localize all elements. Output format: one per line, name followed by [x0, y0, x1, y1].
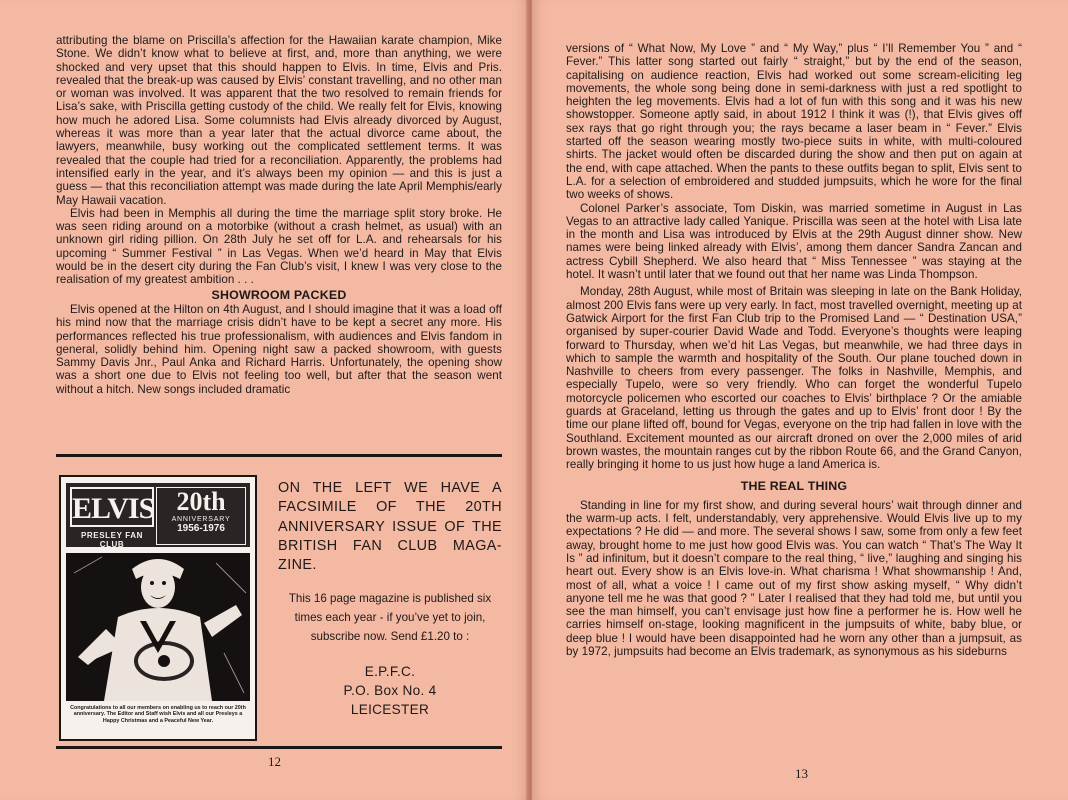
left-article-column [56, 34, 502, 396]
advertisement-body: This 16 page magazine is published six times each year - if you’ve yet to join, subscribe now. Send £1.20 to : [288, 592, 492, 644]
anniversary-number: 20th [176, 487, 226, 516]
cover-masthead [66, 483, 250, 547]
page-number-left: 12 [268, 754, 281, 769]
section-heading-showroom-packed: SHOWROOM PACKED [211, 287, 347, 302]
divider-rule-bottom [56, 746, 502, 749]
left-paragraph-3: Elvis opened at the Hilton on 4th August, and I should imagine that it was a load off his mind now that the marriage crisis didn’t have to be kept a secret any more. His performances reflected his true professionalism, with audiences and Elvis fandom in general, solidly behind him. Opening night saw a packed showroom, with guests Sammy Davis Jnr., Paul Anka and Richard Harris. Unfortunately, the opening show was a short one due to Elvis not feeling too well, but after that the season went without a hitch. New songs included dramatic [56, 302, 502, 396]
cover-club-name: PRESLEY FAN CLUB [80, 531, 144, 549]
right-paragraph-4: Standing in line for my first show, and during several hours’ wait through dinner and the warm-up acts. I felt, understandably, very apprehensive. Would Elvis live up to my expectations ? He did — and more. The several shows I saw, some from only a few feet away, brought home to me just how good Elvis was. You can watch “ That’s The Way It Is ” ad infinitum, but it doesn’t compare to the real thing, “ live,” laughing and singing his heart out. Every show is an Elvis love-in. What charisma ! What showmanship ! And, most of all, what a voice ! I came out of my first show asking myself, “ Why didn’t anyone tell me he was that good ? ” Later I realised that they had told me, but until you see the man himself, you can’t envisage just how fine a performer he is. How well he carries himself on-stage, looking magnificent in the jumpsuits of white, baby blue, or deep blue ! I would have been disappointed had he worn any other than a jumpsuit, as by 1972, jumpsuits had become an Elvis trademark, as synonymous as his sideburns [566, 498, 1022, 659]
anniversary-word: ANNIVERSARY [171, 516, 231, 523]
right-article-column [566, 42, 1022, 658]
fan-club-advertisement [56, 467, 502, 743]
right-paragraph-2: Colonel Parker’s associate, Tom Diskin, was married sometime in August in Las Vegas to an attractive lady called Yanique. Priscilla was seen at the hotel with Lisa late in the month and Lisa was introduced by Elvis at the 29th August dinner show. New names were being linked already with Elvis’, among them dancer Sandra Zancan and actress Cybill Shepherd. We also heard that “ Miss Tennessee ” was staying at the hotel. It wasn’t until later that we found out that her name was Linda Thompson. [566, 201, 1022, 282]
magazine-cover-facsimile [59, 475, 257, 741]
elvis-guitar-photo [66, 553, 250, 701]
address-line-3: LEICESTER [350, 702, 430, 718]
address-line-2: P.O. Box No. 4 [343, 683, 437, 699]
anniversary-badge [156, 487, 246, 545]
advertisement-text [278, 479, 502, 719]
postal-address [278, 662, 502, 719]
page-number-right: 13 [795, 766, 808, 781]
right-paragraph-1: versions of “ What Now, My Love ” and “ My Way,” plus “ I’ll Remember You ” and “ Fever.” This latter song started out fairly “ straight,” but by the end of the season, capitalising on audience reaction, Elvis had worked out some scream-eliciting leg movements, the whole song being done in semi-darkness with just a red spotlight to heighten the leg movements. Elvis had a lot of fun with this song and it was his new showstopper. Someone aptly said, in about 1912 I think it was (!), that Elvis gives off sex rays that go right through you; the rays became a laser beam in “ Fever.” Elvis started off the season wearing mostly two-piece suits in white, with multi-coloured shirts. The jacket would often be discarded during the show and then put on again at the end, with cape attached. When the pants to these outfits began to split, Elvis sent to L.A. for a selection of embroidered and studded jumpsuits, which he wore for the final two weeks of shows. [566, 42, 1022, 202]
elvis-guitar-illustration [66, 553, 250, 701]
right-paragraph-3: Monday, 28th August, while most of Britain was sleeping in late on the Bank Holiday, almost 200 Elvis fans were up very early. In fact, most travelled overnight, meeting up at Gatwick Airport for the first Fan Club trip to the Promised Land — “ Destination USA,” organised by super-courier David Wade and Todd. Everyone’s thoughts were leaping forward to Thursday, when we’d hit Las Vegas, but meanwhile, we had three days in which to sample the warmth and hospitality of the South. Our plane touched down in Nashville to cheers from every passenger. The folks in Nashville, Memphis, and especially Tupelo, were so very friendly. Who can forget the wonderful Tupelo motorcycle policemen who escorted our coaches to Elvis’ birthplace ? Or the amiable guards at Graceland, letting us through the gates and up to Elvis’ front door ! By the time our plane lifted off, bound for Vegas, everyone on the trip had fallen in love with the Southland. Excitement mounted as our aircraft droned on over the 2,000 miles of arid brown wastes, the mountain ranges cut by the ribbon Route 66, and the Grand Canyon, really bringing it home to us just how huge a land America is. [566, 285, 1022, 472]
left-page [0, 0, 528, 800]
left-paragraph-1: attributing the blame on Priscilla’s affection for the Hawaiian karate champion, Mike Stone. We didn’t know what to believe at first, and, more than anything, we were shocked and very upset that this should happen to Elvis. In time, Elvis and Pris. revealed that the break-up was caused by Elvis’ constant travelling, and no other man or woman was involved. It was apparent that the two resolved to remain friends for Lisa’s sake, with Priscilla getting custody of the child. We really felt for Elvis, knowing how much he adored Lisa. Some columnists had Elvis already divorced by August, whereas it was more than a year later that the actual divorce came about, the lawyers, meanwhile, busy working out the complicated settlement terms. It was revealed that the couple had tried for a reconciliation. Apparently, the problems had intensified early in the year, and it’s always been my opinion — and this is just a guess — that this reconciliation attempt was made during the late April Memphis/early May Hawaii vacation. [56, 34, 502, 207]
right-page [532, 0, 1068, 800]
advertisement-headline: ON THE LEFT WE HAVE A FACSIMILE OF THE 20TH ANNIVERSARY ISSUE OF THE BRITISH FAN CLUB MAGA- ZINE. [278, 480, 502, 574]
divider-rule-top [56, 454, 502, 457]
anniversary-years: 1956-1976 [177, 523, 225, 534]
cover-caption: Congratulations to all our members on enabling us to reach our 20th anniversary. The Editor and Staff wish Elvis and all our Presleys a Happy Christmas and a Peaceful New Year. [70, 705, 246, 724]
left-paragraph-2: Elvis had been in Memphis all during the time the marriage split story broke. He was seen riding around on a motorbike (without a crash helmet, as usual) with an unknown girl riding pillion. On 28th July he set off for L.A. and rehearsals for his upcoming “ Summer Festival ” in Las Vegas. When we’d heard in May that Elvis would be in the desert city during the Fan Club’s visit, I knew I was very close to the realisation of my greatest ambition . . . [56, 206, 502, 287]
address-line-1: E.P.F.C. [364, 664, 416, 680]
elvis-logo: ELVIS [70, 487, 154, 527]
section-heading-the-real-thing: THE REAL THING [740, 478, 848, 493]
